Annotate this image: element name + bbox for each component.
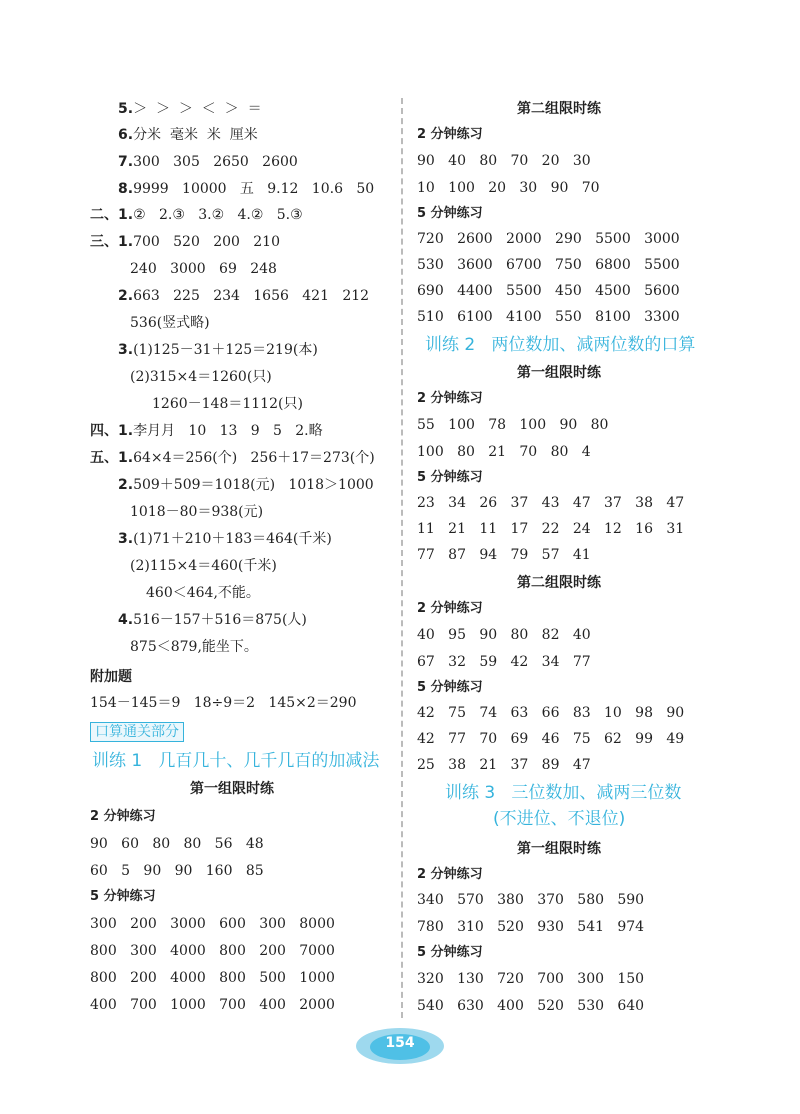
answer-line — [90, 206, 303, 224]
answer-text: 李月月 10 13 9 5 2.略 — [133, 423, 323, 439]
number-row: 690 4400 5500 450 4500 5600 — [417, 283, 680, 299]
number-row: 42 77 70 69 46 75 62 99 49 — [417, 731, 685, 747]
number-row: 77 87 94 79 57 41 — [417, 547, 591, 563]
item-number: 四、1. — [90, 423, 134, 439]
column-divider — [401, 98, 403, 1018]
number-row: 40 95 90 80 82 40 — [417, 627, 591, 643]
item-number: 3. — [118, 531, 134, 547]
answer-line — [90, 668, 132, 686]
answer-line — [90, 694, 357, 712]
answer-line — [118, 476, 374, 494]
group-title: 第一组限时练 — [517, 841, 601, 857]
number-row: 25 38 21 37 89 47 — [417, 757, 591, 773]
two-minute-label: 2 分钟练习 — [90, 809, 156, 824]
item-number: 7. — [118, 154, 134, 170]
item-number: 二、1. — [90, 207, 134, 223]
lesson-3-subtitle: (不进位、不退位) — [493, 809, 626, 829]
number-row: 800 200 4000 800 500 1000 — [90, 970, 335, 986]
answer-text: 700 520 200 210 — [133, 234, 281, 250]
number-row: 42 75 74 63 66 83 10 98 90 — [417, 705, 685, 721]
answer-line — [130, 503, 263, 521]
number-row: 340 570 380 370 580 590 — [417, 892, 645, 908]
number-row: 780 310 520 930 541 974 — [417, 919, 645, 935]
number-row: 540 630 400 520 530 640 — [417, 998, 645, 1014]
answer-text: 300 305 2650 2600 — [133, 154, 298, 170]
answer-text: (2)315×4＝1260(只) — [130, 369, 272, 385]
answer-text: 分米 毫米 米 厘米 — [133, 127, 258, 143]
two-minute-label: 2 分钟练习 — [417, 391, 483, 406]
number-row: 300 200 3000 600 300 8000 — [90, 916, 335, 932]
answer-text: 460＜464,不能。 — [146, 585, 260, 601]
number-row: 90 60 80 80 56 48 — [90, 836, 264, 852]
answer-text: 663 225 234 1656 421 212 — [133, 288, 370, 304]
answer-line — [146, 584, 260, 602]
two-minute-label: 2 分钟练习 — [417, 601, 483, 616]
five-minute-label: 5 分钟练习 — [417, 680, 483, 695]
answer-line — [118, 341, 318, 359]
number-row: 510 6100 4100 550 8100 3300 — [417, 309, 680, 325]
answer-text: (2)115×4＝460(千米) — [130, 558, 277, 574]
item-number: 2. — [118, 288, 134, 304]
number-row: 800 300 4000 800 200 7000 — [90, 943, 335, 959]
answer-line — [90, 422, 323, 440]
answer-line — [130, 557, 277, 575]
answer-text: ＞ ＞ ＞ ＜ ＞ ＝ — [133, 101, 262, 117]
lesson-2-title: 训练 2 两位数加、减两位数的口算 — [425, 335, 696, 355]
answer-line — [130, 260, 277, 278]
answer-text: 516－157＋516＝875(人) — [133, 612, 307, 628]
group-title: 第一组限时练 — [190, 781, 274, 797]
page-number-badge — [356, 1028, 444, 1064]
answer-line — [118, 153, 298, 171]
two-minute-label: 2 分钟练习 — [417, 127, 483, 142]
answer-text: 64×4＝256(个) 256＋17＝273(个) — [133, 450, 375, 466]
answer-line — [130, 638, 258, 656]
answer-text: 240 3000 69 248 — [130, 261, 277, 277]
answer-line — [130, 314, 210, 332]
item-number: 5. — [118, 101, 134, 117]
item-number: 五、1. — [90, 450, 134, 466]
five-minute-label: 5 分钟练习 — [90, 889, 156, 904]
number-row: 60 5 90 90 160 85 — [90, 863, 264, 879]
lesson-3-title: 训练 3 三位数加、减两三位数 — [445, 783, 682, 803]
answer-text: 509＋509＝1018(元) 1018＞1000 — [133, 477, 374, 493]
number-row: 55 100 78 100 90 80 — [417, 417, 609, 433]
number-row: 530 3600 6700 750 6800 5500 — [417, 257, 680, 273]
two-minute-label: 2 分钟练习 — [417, 867, 483, 882]
number-row: 100 80 21 70 80 4 — [417, 444, 591, 460]
answer-text: (1)71＋210＋183＝464(千米) — [133, 531, 332, 547]
answer-line — [118, 100, 262, 118]
answer-text: 875＜879,能坐下。 — [130, 639, 258, 655]
item-number: 3. — [118, 342, 134, 358]
five-minute-label: 5 分钟练习 — [417, 945, 483, 960]
item-number: 8. — [118, 181, 134, 197]
number-row: 90 40 80 70 20 30 — [417, 153, 591, 169]
number-row: 400 700 1000 700 400 2000 — [90, 997, 335, 1013]
answer-text: (1)125－31＋125＝219(本) — [133, 342, 318, 358]
answer-line — [152, 395, 303, 413]
answer-line — [118, 180, 374, 198]
number-row: 67 32 59 42 34 77 — [417, 654, 591, 670]
number-row: 23 34 26 37 43 47 37 38 47 — [417, 495, 685, 511]
item-number: 三、1. — [90, 234, 134, 250]
item-number: 4. — [118, 612, 134, 628]
section-tag: 口算通关部分 — [90, 722, 184, 742]
answer-line — [118, 530, 332, 548]
answer-line — [118, 611, 307, 629]
answer-text: 1260－148＝1112(只) — [152, 396, 303, 412]
answer-text: ② 2.③ 3.② 4.② 5.③ — [133, 207, 303, 223]
number-row: 720 2600 2000 290 5500 3000 — [417, 231, 680, 247]
group-title: 第一组限时练 — [517, 365, 601, 381]
answer-line — [90, 449, 375, 467]
answer-text: 154－145＝9 18÷9＝2 145×2＝290 — [90, 695, 357, 711]
item-number: 2. — [118, 477, 134, 493]
number-row: 320 130 720 700 300 150 — [417, 971, 645, 987]
group-title: 第二组限时练 — [517, 101, 601, 117]
number-row: 11 21 11 17 22 24 12 16 31 — [417, 521, 685, 537]
answer-line — [118, 287, 369, 305]
page-number: 154 — [385, 1035, 415, 1051]
group-title: 第二组限时练 — [517, 575, 601, 591]
answer-text: 536(竖式略) — [130, 315, 210, 331]
five-minute-label: 5 分钟练习 — [417, 470, 483, 485]
answer-text: 1018－80＝938(元) — [130, 504, 264, 520]
answer-line — [130, 368, 272, 386]
number-row: 10 100 20 30 90 70 — [417, 180, 600, 196]
lesson-1-title: 训练 1 几百几十、几千几百的加减法 — [92, 751, 380, 771]
answer-line — [90, 233, 280, 251]
five-minute-label: 5 分钟练习 — [417, 206, 483, 221]
answer-line — [118, 126, 258, 144]
answer-text: 附加题 — [90, 669, 132, 685]
item-number: 6. — [118, 127, 134, 143]
answer-text: 9999 10000 五 9.12 10.6 50 — [133, 181, 375, 197]
